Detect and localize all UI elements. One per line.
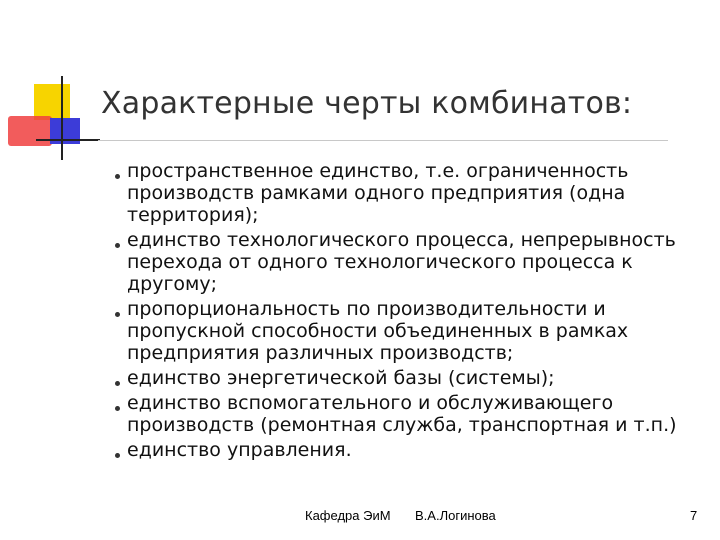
bullet-text: пространственное единство, т.е. ограниченность производств рамками одного предприятия (одна территория); <box>127 160 629 226</box>
bullet-dot-icon <box>115 174 120 179</box>
bullet-text: единство управления. <box>127 439 352 461</box>
bullet-text: единство вспомогательного и обслуживающего производств (ремонтная служба, транспортная и т.п.) <box>127 392 677 436</box>
bullet-dot-icon <box>115 453 120 458</box>
footer-page-number: 7 <box>690 508 698 523</box>
bullet-item <box>101 160 701 226</box>
bullet-item <box>101 392 701 436</box>
bullet-item <box>101 298 701 364</box>
bullet-list <box>101 160 701 461</box>
decorative-logo-graphic <box>0 0 110 170</box>
slide-title: Характерные черты комбинатов: <box>101 86 633 121</box>
bullet-item <box>101 229 701 295</box>
bullet-text: единство технологического процесса, непрерывность перехода от одного технологического процесса к другому; <box>127 229 676 295</box>
bullet-dot-icon <box>115 243 120 248</box>
bullet-item <box>101 367 701 389</box>
bullet-text: пропорциональность по производительности и пропускной способности объединенных в рамках предприятия различных производств; <box>127 298 629 364</box>
footer-author: В.А.Логинова <box>415 508 496 523</box>
footer-department: Кафедра ЭиМ <box>305 508 391 523</box>
bullet-dot-icon <box>115 406 120 411</box>
bullet-item <box>101 439 701 461</box>
bullet-dot-icon <box>115 381 120 386</box>
logo-red-bar <box>8 116 52 146</box>
bullet-text: единство энергетической базы (системы); <box>127 367 555 389</box>
bullet-dot-icon <box>115 312 120 317</box>
logo-yellow-square <box>34 84 70 120</box>
title-divider <box>98 140 668 141</box>
